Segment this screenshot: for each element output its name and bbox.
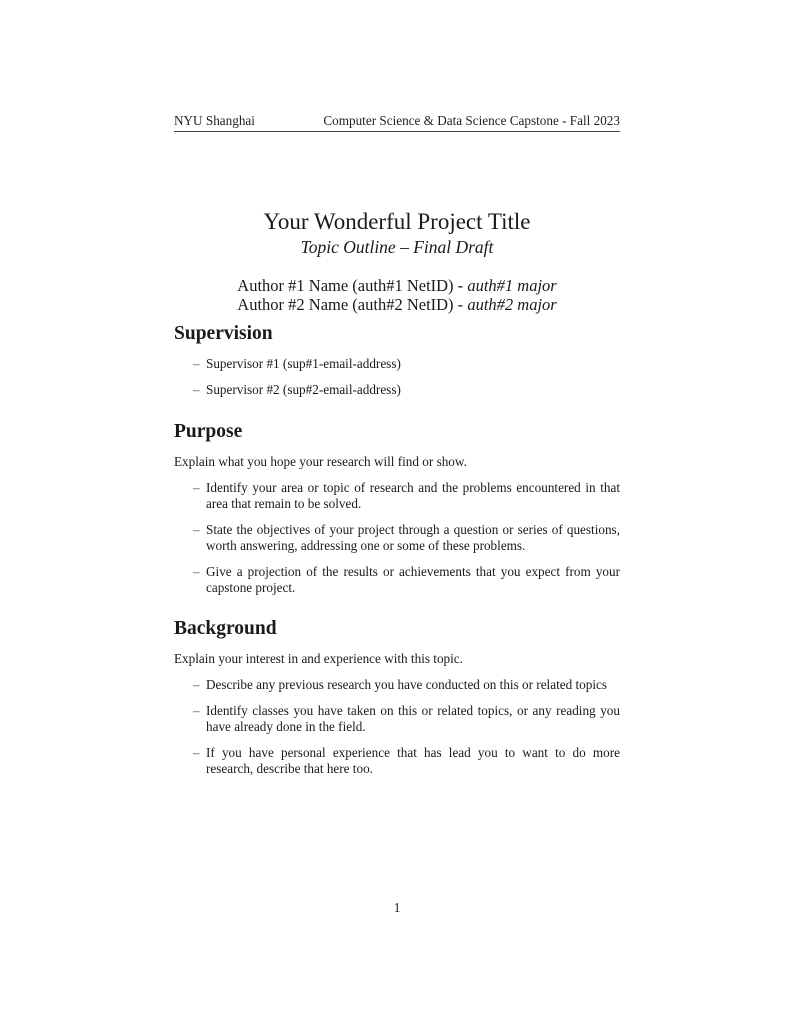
author-line — [0, 276, 794, 295]
dash-bullet-icon: – — [193, 480, 200, 495]
list-item: – Identify classes you have taken on this or related topics, or any reading you have already done in the field. — [193, 703, 620, 734]
section-intro: Explain your interest in and experience with this topic. — [174, 651, 463, 666]
author-name: Author #1 Name (auth#1 NetID) - — [237, 276, 468, 295]
dash-bullet-icon: – — [193, 356, 200, 371]
document-subtitle: Topic Outline – Final Draft — [300, 237, 494, 257]
author-major: auth#1 major — [467, 276, 557, 295]
list-item: – Identify your area or topic of research and the problems encountered in that area that remain to be solved. — [193, 480, 620, 511]
dash-bullet-icon: – — [193, 564, 200, 579]
list-item: – Supervisor #2 (sup#2-email-address) — [193, 382, 401, 397]
section-heading: Background — [174, 618, 277, 639]
title-block — [0, 208, 794, 258]
section-background — [174, 617, 620, 777]
list-item: – If you have personal experience that has lead you to want to do more research, describe that here too. — [193, 745, 620, 776]
list-item: – Supervisor #1 (sup#1-email-address) — [193, 356, 401, 371]
list-item: – Give a projection of the results or achievements that you expect from your capstone project. — [193, 564, 620, 595]
author-major: auth#2 major — [467, 295, 557, 314]
dash-bullet-icon: – — [193, 703, 200, 718]
section-supervision — [174, 322, 620, 398]
dash-bullet-icon: – — [193, 745, 200, 760]
author-line — [0, 295, 794, 314]
list-item: – Describe any previous research you have conducted on this or related topics — [193, 677, 607, 692]
section-heading: Supervision — [174, 323, 273, 344]
background-list — [174, 677, 620, 777]
header-institution: NYU Shanghai — [174, 113, 255, 128]
list-item: – State the objectives of your project through a question or series of questions, worth answering, addressing one or some of these problems. — [193, 522, 620, 553]
author-list — [0, 276, 794, 314]
section-intro: Explain what you hope your research will find or show. — [174, 454, 467, 469]
page-number: 1 — [393, 900, 401, 915]
dash-bullet-icon: – — [193, 382, 200, 397]
section-purpose — [174, 420, 620, 596]
supervisor-list — [174, 356, 620, 398]
section-heading: Purpose — [174, 421, 243, 442]
document-title: Your Wonderful Project Title — [263, 209, 531, 234]
header-course: Computer Science & Data Science Capstone - Fall 2023 — [323, 113, 620, 128]
running-header — [174, 113, 620, 132]
purpose-list — [174, 480, 620, 596]
dash-bullet-icon: – — [193, 522, 200, 537]
dash-bullet-icon: – — [193, 677, 200, 692]
author-name: Author #2 Name (auth#2 NetID) - — [237, 295, 468, 314]
